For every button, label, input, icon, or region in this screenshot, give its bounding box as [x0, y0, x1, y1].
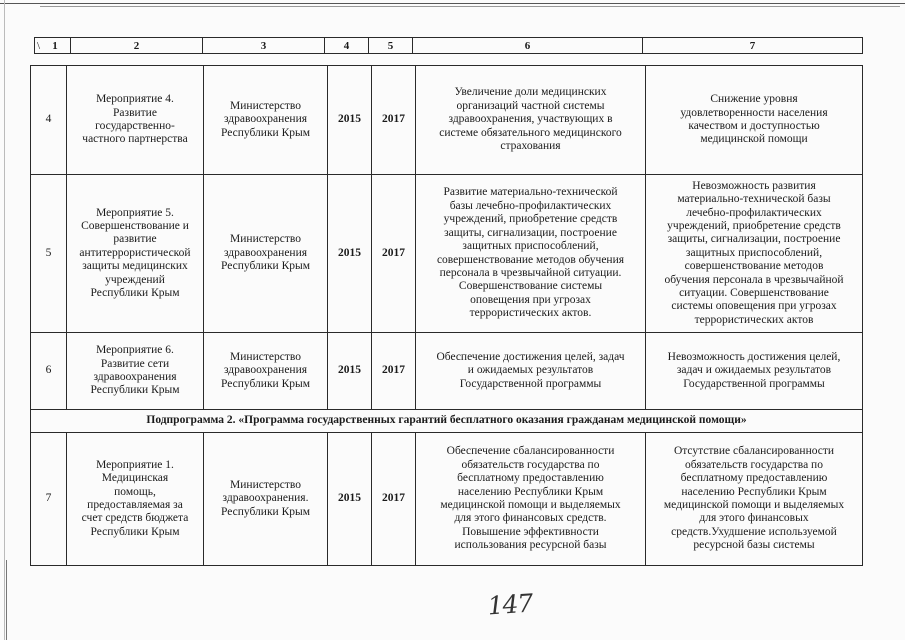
cell-line: государственно- [95, 120, 175, 132]
page-number: 147 [486, 588, 534, 621]
cell-line: Республики Крым [221, 377, 310, 390]
cell-line: медицинской помощи [700, 133, 808, 146]
header-col-6: 6 [413, 38, 643, 54]
cell-line: оповещения при угрозах [470, 293, 591, 306]
cell-line: антитеррористической [79, 246, 191, 259]
expected-result [416, 175, 646, 333]
end-year: 2017 [372, 66, 416, 175]
subprogram-row [31, 410, 863, 433]
row-number: 7 [31, 433, 67, 566]
cell-line: бесплатному предоставлению [680, 472, 828, 485]
failure-consequence [646, 333, 863, 410]
cell-line: и ожидаемых результатов [467, 364, 594, 377]
scan-edge-left-mark [6, 560, 7, 640]
cell-line: учреждений, приобретение средств [667, 219, 841, 232]
cell-line: Совершенствование системы [458, 280, 603, 293]
cell-line: Государственной программы [459, 377, 602, 390]
cell-line: Мероприятие 1. [96, 458, 174, 471]
column-number-header [34, 37, 863, 54]
cell-line: Снижение уровня [710, 93, 798, 106]
cell-line: лечебно-профилактических [686, 206, 822, 219]
expected-result [416, 433, 646, 566]
row-number: 6 [31, 333, 67, 410]
cell-line: защитных приспособлений, [462, 240, 599, 253]
cell-line: развитие [113, 233, 157, 246]
cell-line: Министерство [230, 350, 301, 363]
cell-line: здравоохранения [93, 371, 177, 383]
cell-line: Мероприятие 4. [96, 93, 174, 106]
cell-line: Обеспечение достижения целей, задач [436, 350, 625, 363]
cell-line: здравоохранения [223, 246, 308, 259]
cell-line: Увеличение доли медицинских [454, 86, 607, 99]
expected-result [416, 66, 646, 175]
header-col-4: 4 [325, 38, 369, 54]
responsible-ministry [204, 175, 328, 333]
subprogram-title: Подпрограмма 2. «Программа государственных гарантий бесплатного оказания гражданам медицинской помощи» [31, 410, 863, 433]
cell-line: средств.Ухудшение используемой [671, 525, 837, 538]
cell-line: для этого финансовых средств. [454, 512, 607, 525]
cell-line: учреждений [105, 273, 165, 286]
header-col-1: \ 1 [35, 38, 71, 54]
cell-line: Республики Крым [90, 384, 180, 397]
end-year: 2017 [372, 175, 416, 333]
cell-line: совершенствование методов [684, 260, 824, 273]
cell-line: Невозможность достижения целей, [667, 350, 841, 363]
cell-line: террористических актов. [469, 307, 592, 320]
failure-consequence [646, 175, 863, 333]
cell-line: удовлетворенности населения [680, 106, 828, 119]
failure-consequence [646, 66, 863, 175]
cell-line: Министерство [230, 99, 301, 112]
expected-result [416, 333, 646, 410]
end-year: 2017 [372, 433, 416, 566]
cell-line: защитных приспособлений, [685, 246, 823, 259]
cell-line: Республики Крым [221, 126, 310, 139]
responsible-ministry [204, 433, 328, 566]
cell-line: помощь, [114, 485, 156, 498]
cell-line: Министерство [230, 233, 301, 246]
scan-edge-left [4, 0, 5, 640]
header-col-2: 2 [71, 38, 203, 54]
cell-line: Развитие материально-технической [443, 186, 618, 199]
responsible-ministry [204, 66, 328, 175]
header-col-7: 7 [643, 38, 863, 54]
scan-edge-top-inner [40, 6, 900, 7]
cell-line: террористических актов [694, 313, 814, 326]
cell-line: обучения персонала в чрезвычайной [664, 273, 844, 286]
start-year: 2015 [328, 433, 372, 566]
cell-line: здравоохранения [223, 113, 308, 126]
cell-line: системы оповещения при угрозах [671, 300, 837, 313]
cell-line: Развитие сети [100, 357, 170, 370]
cell-line: здравоохранения [223, 364, 308, 377]
cell-line: Совершенствование и [81, 219, 189, 232]
row-number: 5 [31, 175, 67, 333]
cell-line: обязательств государства по [685, 458, 823, 471]
cell-line: населению Республики Крым [457, 485, 604, 498]
cell-line: медицинской помощи и выделяемых [440, 499, 621, 511]
cell-line: обязательств государства по [461, 458, 600, 471]
start-year: 2015 [328, 175, 372, 333]
header-col-5: 5 [369, 38, 413, 54]
responsible-ministry [204, 333, 328, 410]
cell-line: Республики Крым [90, 287, 180, 300]
event-name [67, 333, 204, 410]
cell-line: защиты медицинских [82, 260, 188, 273]
cell-line: ресурсной базы системы [693, 539, 815, 552]
cell-line: материально-технической базы [677, 193, 831, 206]
cell-line: Мероприятие 6. [96, 344, 174, 357]
program-table [30, 65, 863, 566]
cell-line: Министерство [230, 478, 301, 491]
cell-line: совершенствование методов обучения [436, 253, 625, 266]
cell-line: задач и ожидаемых результатов [676, 364, 832, 377]
cell-line: Республики Крым [90, 525, 180, 538]
cell-line: Развитие [113, 106, 157, 119]
cell-line: Республики Крым [221, 505, 310, 518]
cell-line: защиты, сигнализации, построение [444, 226, 617, 239]
end-year: 2017 [372, 333, 416, 410]
event-name [67, 175, 204, 333]
header-row [35, 38, 863, 54]
cell-line: персонала в чрезвычайной ситуации. [439, 266, 622, 279]
cell-line: предоставляемая за [87, 499, 183, 511]
failure-consequence [646, 433, 863, 566]
cell-line: Мероприятие 5. [96, 206, 174, 219]
cell-line: бесплатному предоставлению [457, 472, 604, 485]
cell-line: Республики Крым [221, 260, 310, 273]
cell-line: Обеспечение сбалансированности [446, 445, 615, 458]
scan-edge-top [0, 3, 905, 4]
cell-line: базы лечебно-профилактических [449, 199, 612, 212]
cell-line: ситуации. Совершенствование [679, 287, 829, 300]
cell-line: системе обязательного медицинского [439, 126, 622, 139]
cell-line: частного партнерства [82, 133, 188, 146]
table-row [31, 433, 863, 566]
cell-line: страхования [500, 140, 561, 153]
cell-line: защиты, сигнализации, построение [667, 233, 841, 246]
event-name [67, 66, 204, 175]
cell-line: здравоохранения. [222, 492, 309, 505]
cell-line: учреждений, приобретение средств [443, 213, 618, 226]
table-row [31, 333, 863, 410]
row-number: 4 [31, 66, 67, 175]
cell-line: населению Республики Крым [681, 485, 827, 498]
cell-line: качеством и доступностью [688, 120, 820, 132]
table-row [31, 175, 863, 333]
cell-line: для этого финансовых [699, 512, 809, 525]
start-year: 2015 [328, 66, 372, 175]
cell-line: Отсутствие сбалансированности [673, 445, 835, 458]
table-row [31, 66, 863, 175]
cell-line: организаций частной системы [456, 99, 605, 112]
cell-line: использования ресурсной базы [454, 539, 607, 552]
start-year: 2015 [328, 333, 372, 410]
cell-line: здравоохранения, участвующих в [448, 113, 613, 126]
event-name [67, 433, 204, 566]
cell-line: Медицинская [101, 472, 169, 485]
cell-line: Повышение эффективности [462, 525, 599, 538]
cell-line: медицинской помощи и выделяемых [663, 499, 845, 511]
cell-line: Государственной программы [683, 377, 825, 390]
header-col-3: 3 [203, 38, 325, 54]
cell-line: Невозможность развития [692, 179, 816, 192]
cell-line: счет средств бюджета [81, 512, 189, 525]
